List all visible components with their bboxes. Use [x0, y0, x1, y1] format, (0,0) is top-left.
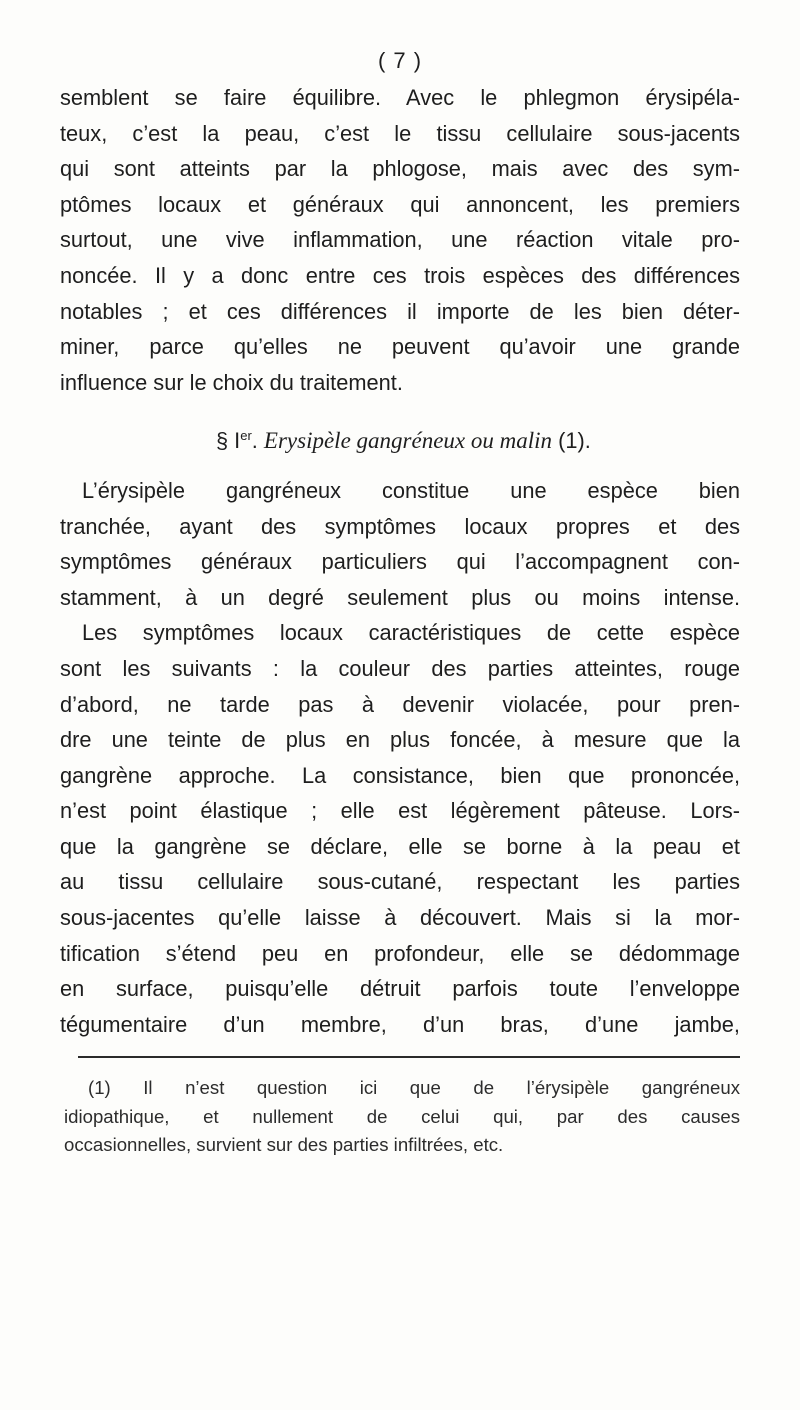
- text-line: ptômes locaux et généraux qui annoncent, les premiers: [60, 191, 740, 217]
- footnote-line: (1) Il n’est question ici que de l’érysipèle gangréneux: [88, 1077, 740, 1098]
- text-line: Les symptômes locaux caractéristiques de cette espèce: [82, 620, 740, 646]
- footnote-reference: (1): [558, 428, 585, 454]
- text-line: au tissu cellulaire sous-cutané, respectant les parties: [60, 869, 740, 895]
- text-line: notables ; et ces différences il importe de les bien déter-: [60, 298, 740, 324]
- paragraph-continuation: [60, 80, 740, 400]
- text-line: en surface, puisqu’elle détruit parfois toute l’enveloppe: [60, 976, 740, 1002]
- section-mark: § I: [216, 428, 241, 454]
- section-dot: .: [251, 428, 258, 454]
- text-line: miner, parce qu’elles ne peuvent qu’avoir une grande: [60, 334, 740, 360]
- text-line: tification s’étend peu en profondeur, elle se dédommage: [60, 940, 740, 966]
- text-line: d’abord, ne tarde pas à devenir violacée, pour pren-: [60, 691, 740, 717]
- text-line: stamment, à un degré seulement plus ou moins intense.: [60, 584, 740, 610]
- text-line: dre une teinte de plus en plus foncée, à mesure que la: [60, 727, 740, 753]
- section-mark-superscript: er: [240, 428, 252, 444]
- footnote-line: idiopathique, et nullement de celui qui, par des causes: [64, 1105, 740, 1127]
- text-line: sont les suivants : la couleur des parties atteintes, rouge: [60, 655, 740, 681]
- page-number: ( 7 ): [377, 48, 423, 73]
- text-line: semblent se faire équilibre. Avec le phlegmon érysipéla-: [60, 85, 740, 110]
- footnote-line: occasionnelles, survient sur des parties infiltrées, etc.: [64, 1134, 504, 1155]
- text-line: que la gangrène se déclare, elle se borne à la peau et: [60, 833, 740, 859]
- text-line: teux, c’est la peau, c’est le tissu cellulaire sous-jacents: [60, 120, 740, 146]
- page-body: [60, 80, 740, 1042]
- text-line: tégumentaire d’un membre, d’un bras, d’une jambe,: [60, 1011, 740, 1037]
- section-end: .: [584, 428, 591, 454]
- section-heading: [60, 418, 740, 459]
- text-line: n’est point élastique ; elle est légèrement pâteuse. Lors-: [60, 798, 740, 824]
- text-line: qui sont atteints par la phlogose, mais avec des sym-: [60, 156, 740, 182]
- footnote: [64, 1074, 740, 1160]
- text-line: influence sur le choix du traitement.: [60, 369, 403, 395]
- text-line: sous-jacentes qu’elle laisse à découvert. Mais si la mor-: [60, 905, 740, 931]
- text-line: symptômes généraux particuliers qui l’accompagnent con-: [60, 549, 740, 575]
- paragraph-main: [60, 473, 740, 1043]
- section-title: Erysipèle gangréneux ou malin: [263, 428, 552, 454]
- text-line: gangrène approche. La consistance, bien que prononcée,: [60, 762, 740, 788]
- footnote-divider: [78, 1056, 740, 1058]
- text-line: L’érysipèle gangréneux constitue une espèce bien: [82, 477, 740, 503]
- text-line: tranchée, ayant des symptômes locaux propres et des: [60, 513, 740, 539]
- text-line: surtout, une vive inflammation, une réaction vitale pro-: [60, 227, 740, 253]
- text-line: noncée. Il y a donc entre ces trois espèces des différences: [60, 262, 740, 288]
